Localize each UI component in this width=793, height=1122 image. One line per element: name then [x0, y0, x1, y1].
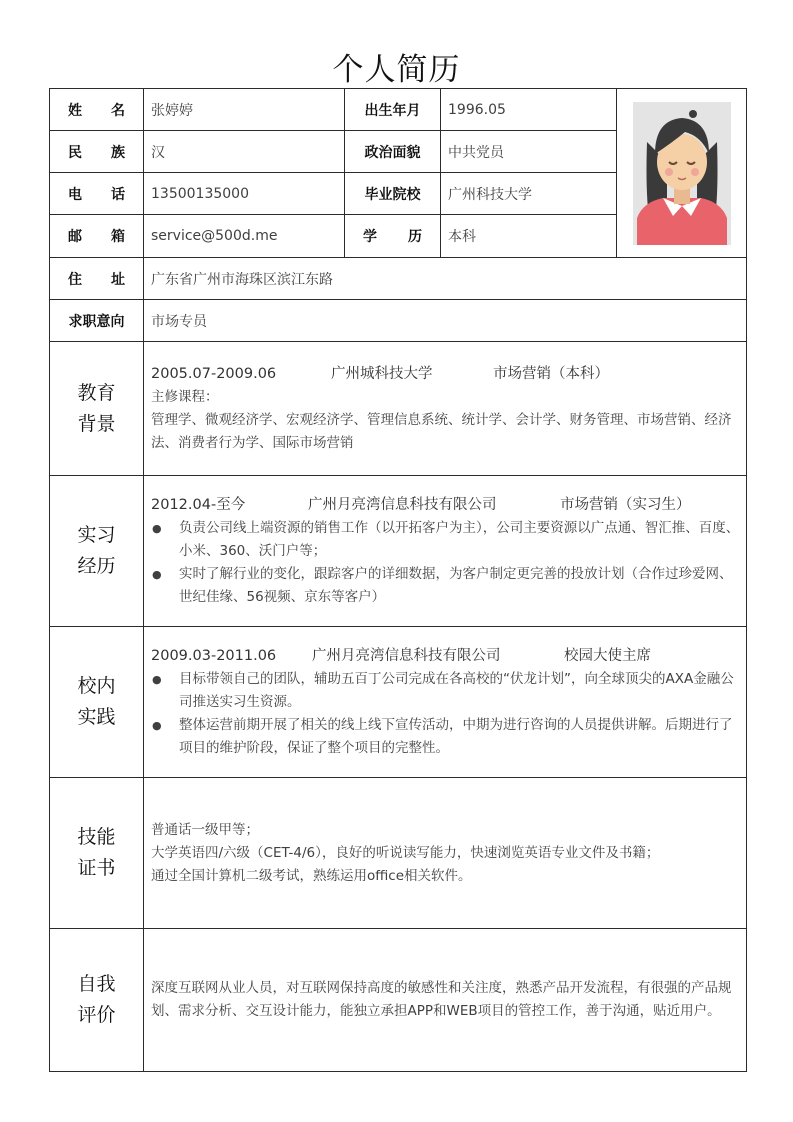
degree-value: 本科	[441, 215, 617, 258]
campus-body	[144, 627, 747, 778]
campus-role: 校园大使主席	[564, 647, 651, 664]
education-header	[151, 363, 740, 386]
campus-title: 校内 实践	[50, 627, 144, 778]
name-value: 张婷婷	[144, 89, 345, 131]
ethnic-label: 民 族	[50, 131, 144, 173]
list-item: ● 负责公司线上端资源的销售工作（以开拓客户为主），公司主要资源以广点通、智汇推、百度、小米、360、沃门户等；	[151, 517, 740, 563]
address-value: 广东省广州市海珠区滨江东路	[144, 258, 747, 300]
campus-company: 广州月亮湾信息科技有限公司	[312, 647, 501, 664]
self-body: 深度互联网从业人员，对互联网保持高度的敏感性和关注度，熟悉产品开发流程，有很强的产品规划、需求分析、交互设计能力，能独立承担APP和WEB项目的管控工作，善于沟通，贴近用户。	[144, 929, 747, 1072]
internship-body	[144, 476, 747, 627]
courses-label: 主修课程：	[151, 388, 219, 405]
degree-label: 学 历	[345, 215, 441, 258]
page-title: 个人简历	[332, 52, 461, 88]
education-title: 教育 背景	[50, 342, 144, 476]
internship-period: 2012.04-至今	[151, 496, 246, 513]
education-major: 市场营销（本科）	[493, 365, 609, 382]
resume-table	[49, 88, 747, 1072]
email-value: service@500d.me	[144, 215, 345, 258]
skill-line: 大学英语四/六级（CET-4/6），良好的听说读写能力，快速浏览英语专业文件及书籍；	[151, 844, 660, 861]
intent-label: 求职意向	[50, 300, 144, 342]
photo-cell	[617, 89, 747, 258]
list-item: ● 实时了解行业的变化，跟踪客户的详细数据，为客户制定更完善的投放计划（合作过珍爱网、世纪佳缘、56视频、京东等客户）	[151, 563, 740, 609]
avatar	[633, 102, 731, 245]
education-period: 2005.07-2009.06	[151, 365, 277, 382]
political-value: 中共党员	[441, 131, 617, 173]
phone-value: 13500135000	[144, 173, 345, 215]
internship-title: 实习 经历	[50, 476, 144, 627]
internship-list	[151, 517, 740, 609]
birth-value: 1996.05	[441, 89, 617, 131]
internship-role: 市场营销（实习生）	[560, 496, 691, 513]
school-value: 广州科技大学	[441, 173, 617, 215]
address-label: 住 址	[50, 258, 144, 300]
political-label: 政治面貌	[345, 131, 441, 173]
list-item: ● 整体运营前期开展了相关的线上线下宣传活动，中期为进行咨询的人员提供讲解。后期进行了项目的维护阶段，保证了整个项目的完整性。	[151, 714, 740, 760]
name-label: 姓 名	[50, 89, 144, 131]
birth-label: 出生年月	[345, 89, 441, 131]
internship-header	[151, 494, 740, 517]
email-label: 邮 箱	[50, 215, 144, 258]
self-title: 自我 评价	[50, 929, 144, 1072]
list-item: ● 目标带领自己的团队，辅助五百丁公司完成在各高校的“伏龙计划”，向全球顶尖的AXA金融公司推送实习生资源。	[151, 668, 740, 714]
skill-line: 普通话一级甲等；	[151, 821, 259, 838]
phone-label: 电 话	[50, 173, 144, 215]
campus-header	[151, 645, 740, 668]
intent-value: 市场专员	[144, 300, 747, 342]
courses-text: 管理学、微观经济学、宏观经济学、管理信息系统、统计学、会计学、财务管理、市场营销、经济法、消费者行为学、国际市场营销	[151, 411, 732, 451]
school-label: 毕业院校	[345, 173, 441, 215]
skill-line: 通过全国计算机二级考试，熟练运用office相关软件。	[151, 867, 472, 884]
ethnic-value: 汉	[144, 131, 345, 173]
education-school: 广州城科技大学	[331, 365, 433, 382]
skills-title: 技能 证书	[50, 778, 144, 929]
internship-company: 广州月亮湾信息科技有限公司	[308, 496, 497, 513]
education-body	[144, 342, 747, 476]
campus-period: 2009.03-2011.06	[151, 647, 277, 664]
skills-body	[144, 778, 747, 929]
campus-list	[151, 668, 740, 760]
